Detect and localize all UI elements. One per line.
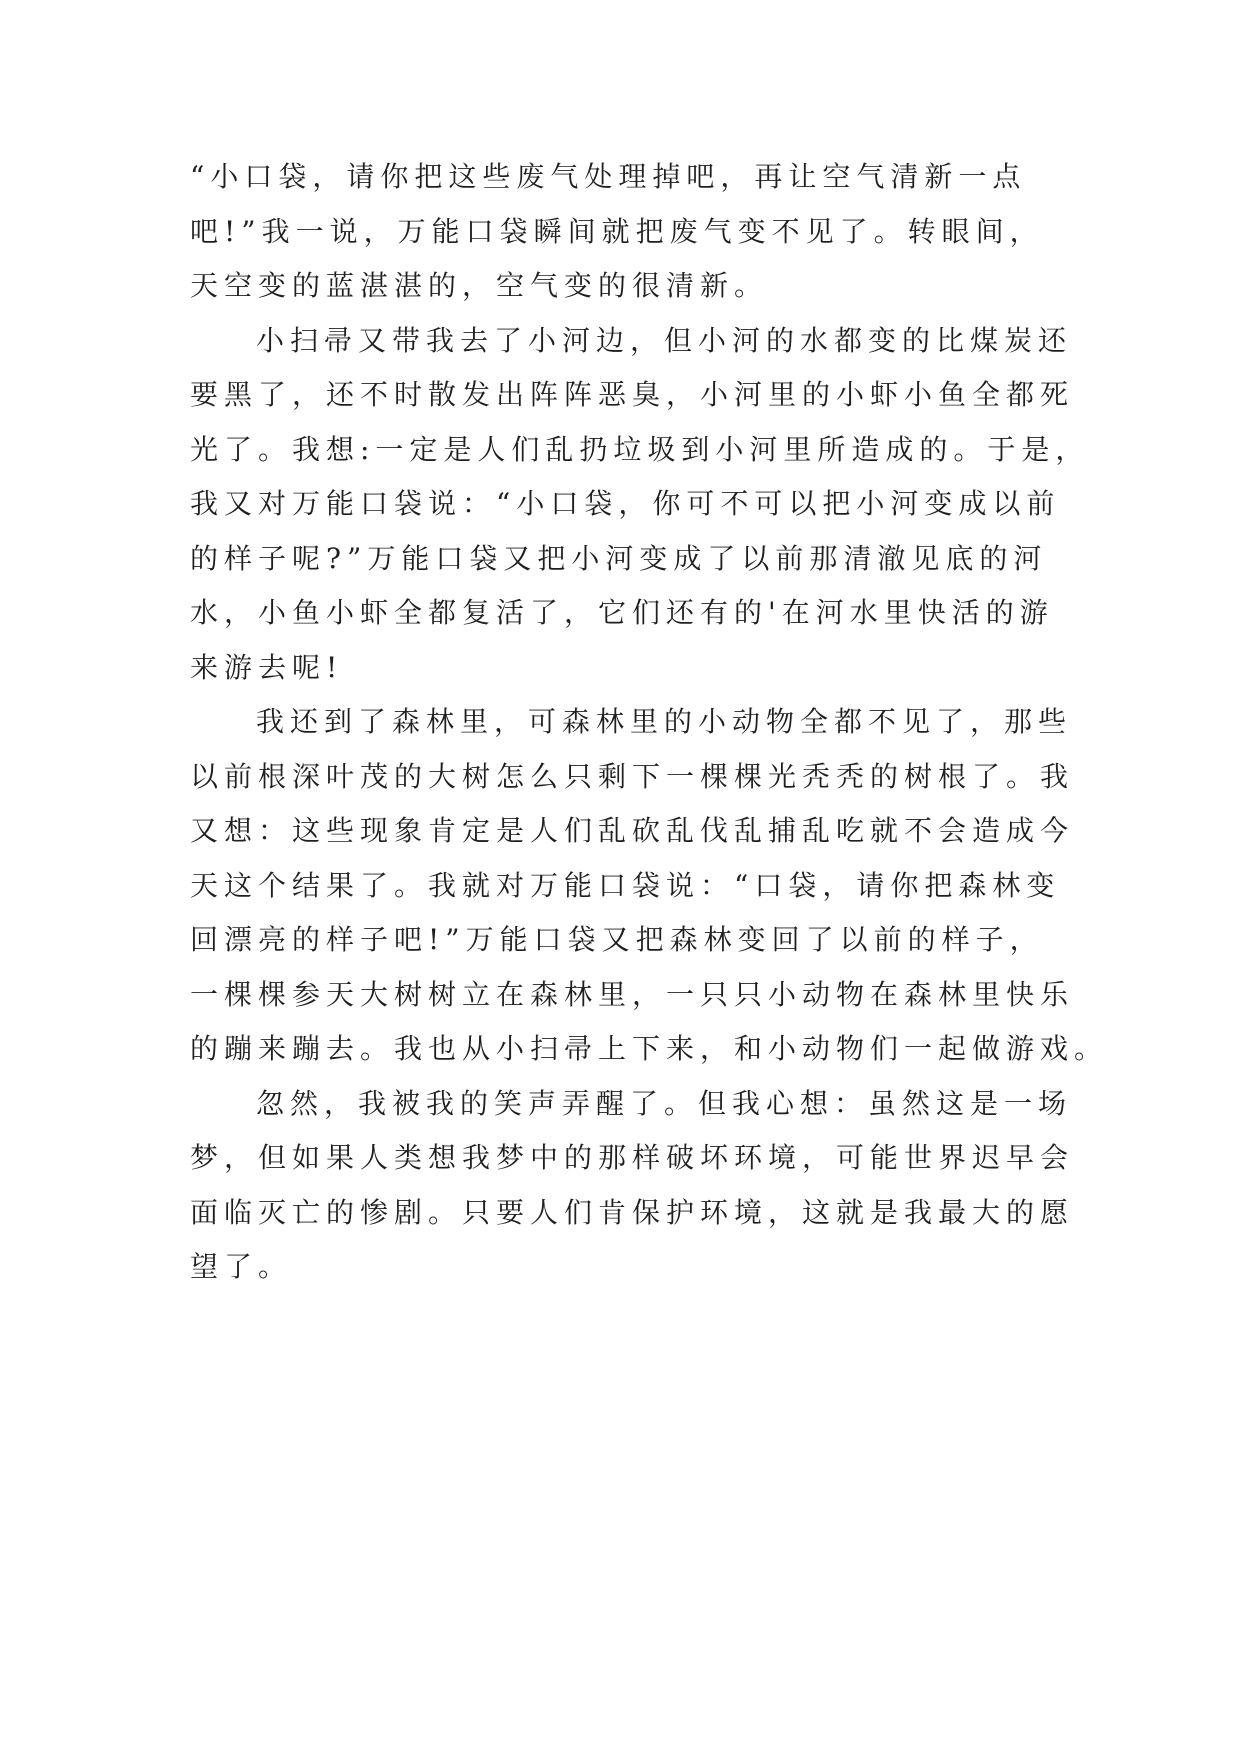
document-body	[190, 150, 1109, 1295]
text-line: 来游去呢!	[190, 650, 344, 684]
text-line: 回漂亮的样子吧!”万能口袋又把森林变回了以前的样子，	[190, 923, 1044, 956]
text-line: 梦，但如果人类想我梦中的那样破坏环境，可能世界迟早会	[190, 1141, 1075, 1174]
text-line: 吧!”我一说，万能口袋瞬间就把废气变不见了。转眼间，	[190, 214, 1044, 248]
text-line: 的样子呢?”万能口袋又把小河变成了以前那清澈见底的河	[190, 541, 1048, 575]
text-line: 的蹦来蹦去。我也从小扫帚上下来，和小动物们一起做游戏。	[190, 1032, 1109, 1065]
paragraph-4	[190, 1077, 1075, 1295]
text-line: 一棵棵参天大树树立在森林里，一只只小动物在森林里快乐	[190, 977, 1075, 1011]
text-line: 天空变的蓝湛湛的，空气变的很清新。	[190, 269, 769, 302]
text-line: 要黑了，还不时散发出阵阵恶臭，小河里的小虾小鱼全都死	[190, 378, 1075, 411]
text-line: 以前根深叶茂的大树怎么只剩下一棵棵光秃秃的树根了。我	[190, 759, 1075, 793]
text-line: 光了。我想:一定是人们乱扔垃圾到小河里所造成的。于是，	[190, 432, 1090, 466]
text-line: 水，小鱼小虾全都复活了，它们还有的'在河水里快活的游	[190, 596, 1054, 629]
paragraph-3	[190, 695, 1109, 1077]
text-line: 又想：这些现象肯定是人们乱砍乱伐乱捕乱吃就不会造成今	[190, 814, 1075, 847]
paragraph-1	[190, 150, 1060, 314]
text-line: 小扫帚又带我去了小河边，但小河的水都变的比煤炭还	[256, 323, 1073, 357]
text-line: “小口袋，请你把这些废气处理掉吧，再让空气清新一点	[190, 160, 1027, 193]
text-line: 忽然，我被我的笑声弄醒了。但我心想：虽然这是一场	[256, 1086, 1073, 1120]
text-line: 面临灭亡的惨剧。只要人们肯保护环境，这就是我最大的愿	[190, 1195, 1075, 1229]
paragraph-2	[190, 314, 1090, 696]
text-line: 我还到了森林里，可森林里的小动物全都不见了，那些	[256, 705, 1073, 738]
text-line: 天这个结果了。我就对万能口袋说：“口袋，请你把森林变	[190, 868, 1061, 902]
text-line: 望了。	[190, 1250, 293, 1283]
text-line: 我又对万能口袋说：“小口袋，你可不可以把小河变成以前	[190, 487, 1061, 520]
